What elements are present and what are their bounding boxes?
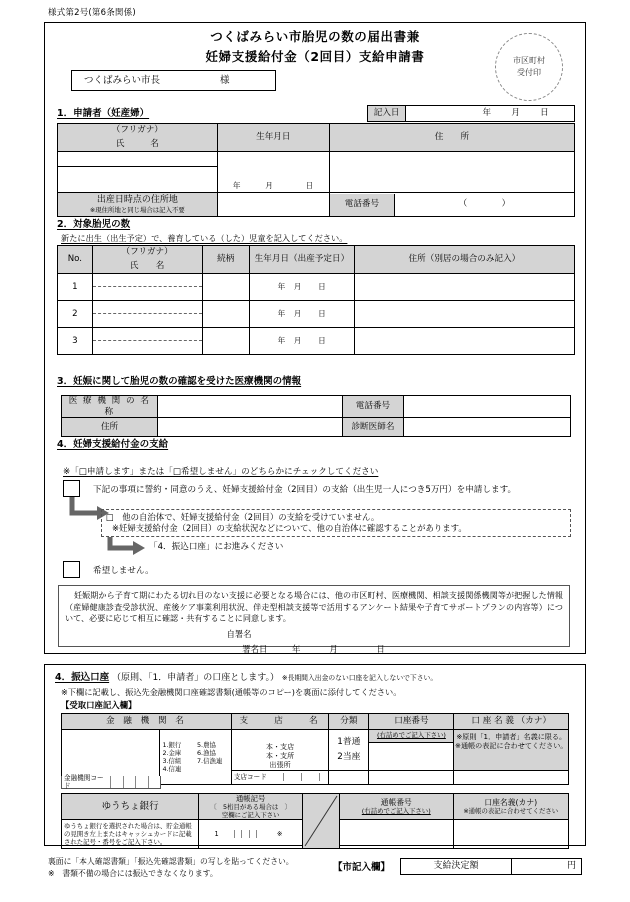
branch-kind-3: 出張所 <box>269 760 291 770</box>
footer-note1: 裏面に「本人確認書類」「振込先確認書類」の写しを貼ってください。 <box>48 857 294 866</box>
proceed-text: 「4．振込口座」にお進みください <box>149 542 284 552</box>
signature-date-row <box>65 643 563 655</box>
birthdate-input[interactable] <box>217 167 329 193</box>
yucho-symbol-label: 通帳記号 <box>235 794 266 803</box>
holder-notes-cell <box>454 730 569 771</box>
bank-col-institution: 金 融 機 関 名 <box>62 714 232 730</box>
account-no-note: (右詰めでご記入下さい) <box>376 731 446 740</box>
entry-date-value[interactable] <box>406 106 575 122</box>
flow-arrow-to-proceed <box>107 537 149 557</box>
seal-line1: 市区町村 <box>513 56 545 66</box>
birth-address-note: ※現住所地と同じ場合は記入不要 <box>89 206 185 215</box>
bank-col-holder: 口 座 名 義 （カナ） <box>454 714 569 730</box>
fetus-address-input-1[interactable] <box>354 274 574 301</box>
kind-4: 4.信連 <box>162 764 182 773</box>
pledge-box <box>101 509 571 537</box>
yucho-holder-input[interactable] <box>453 820 569 849</box>
yucho-holder-label: 口座名義(カナ) <box>484 797 538 807</box>
yucho-note: ゆうちょ銀行を選択された場合は、貯金通帳の見開き左上またはキャッシュカードに記載された記号・番号をご記入下さい。 <box>64 822 192 847</box>
city-use-label: 【市記入欄】 <box>333 862 391 873</box>
fetus-name-cell-3[interactable] <box>92 328 202 355</box>
birthdate-header: 生年月日 <box>217 124 329 152</box>
birth-address-input[interactable] <box>217 193 329 217</box>
account-no-note-cell <box>369 730 454 743</box>
yucho-number-label: 通帳番号 <box>380 797 412 807</box>
entry-date-ymd: 年 月 日 <box>482 108 550 119</box>
fetus-birthdate-input-3[interactable] <box>249 328 354 355</box>
name-header: 氏 名 <box>58 137 218 152</box>
pledge-line1[interactable]: □ 他の自治体で、妊婦支援給付金（2回目）の支給を受けていません。 <box>106 512 380 522</box>
attach-note: ※下欄に記載し、振込先金融機関口座確認書類(通帳等のコピー)を裏面に添付してください。 <box>61 687 402 697</box>
branch-kind-cell <box>231 742 328 770</box>
fetus-birthdate-input-1[interactable] <box>249 274 354 301</box>
entry-date-label[interactable]: 記入日 <box>368 106 406 122</box>
bank-form-box <box>44 664 586 846</box>
yucho-leading-digit: 1 <box>199 830 234 838</box>
account-type-1[interactable]: 1普通 <box>337 736 361 747</box>
addressee-box <box>71 70 276 91</box>
consent-box <box>58 585 570 655</box>
checkbox-apply[interactable] <box>63 480 80 497</box>
address-header: 住 所 <box>329 124 574 152</box>
bank-col-account-no <box>369 714 454 730</box>
fetus-name-cell-2[interactable] <box>92 301 202 328</box>
fetus-ymd-3: 年 月 日 <box>277 335 327 345</box>
fetus-name-cell-1[interactable] <box>92 274 202 301</box>
fetus-relation-input-2[interactable] <box>202 301 249 328</box>
self-signature-row <box>65 628 563 640</box>
checkbox-decline[interactable] <box>63 561 80 578</box>
yucho-holder-header <box>453 794 569 820</box>
yucho-number-note: (右詰めでご記入下さい) <box>361 807 431 816</box>
reception-seal-circle <box>495 33 563 101</box>
medical-name-input[interactable] <box>158 396 343 418</box>
birth-address-label-cell <box>58 193 218 217</box>
medical-table <box>61 395 571 437</box>
decision-amount-label: 支給決定額 <box>401 859 512 875</box>
yucho-name: ゆうちょ銀行 <box>62 794 199 820</box>
yucho-diagonal-cell <box>303 794 340 849</box>
account-type-cell[interactable] <box>329 730 369 771</box>
kind-2: 2.金庫 <box>162 748 182 757</box>
medical-phone-label: 電話番号 <box>343 396 403 418</box>
medical-address-label: 住所 <box>62 418 158 437</box>
fetus-name-input-3[interactable] <box>93 341 202 354</box>
section5-heading: 4．振込口座 <box>55 672 110 683</box>
yucho-symbol-header <box>199 794 303 820</box>
bank-col-branch: 支 店 名 <box>231 714 328 730</box>
section5-heading-row <box>55 672 437 684</box>
yucho-table <box>61 793 569 849</box>
medical-doctor-label: 診断医師名 <box>343 418 403 437</box>
branch-code-label: 支店コード <box>232 773 284 781</box>
fetus-birthdate-input-2[interactable] <box>249 301 354 328</box>
branch-kind-2: 本・支所 <box>265 751 295 761</box>
institution-kinds-list <box>162 741 228 773</box>
yucho-number-header <box>340 794 453 820</box>
fetus-furigana-input-1[interactable] <box>93 274 202 287</box>
panel-label: 【受取口座記入欄】 <box>61 700 137 710</box>
entry-date-table <box>367 105 575 122</box>
yucho-holder-note: ※通帳の表記に合わせてください <box>463 807 559 816</box>
yucho-number-boxes[interactable] <box>340 820 453 849</box>
holder-note1: ※原則「1．申請者」名義に限る。 <box>456 732 567 741</box>
footer-notes <box>48 856 294 879</box>
kind-6: 6.漁協 <box>196 748 216 757</box>
fetus-address-input-2[interactable] <box>354 301 574 328</box>
holder-name-input[interactable] <box>454 770 569 784</box>
fetus-ymd-1: 年 月 日 <box>277 281 327 291</box>
signature-date-label: 署名日 <box>242 644 268 655</box>
main-form-box <box>44 22 586 654</box>
phone-cell <box>329 193 574 217</box>
branch-kind-1: 本・支店 <box>265 742 295 751</box>
holder-note2: ※通帳の表記に合わせてください。 <box>455 741 568 751</box>
section5-heading-note: （原則、「1．申請者」の口座とします。） <box>112 673 280 683</box>
bank-col-type: 分類 <box>329 714 369 730</box>
kind-5: 5.農協 <box>196 740 216 749</box>
fetus-col-relation: 続柄 <box>202 246 249 274</box>
applicant-table <box>57 123 575 217</box>
fetus-table <box>57 245 575 355</box>
fetus-row-num-3: 3 <box>58 328 93 355</box>
kind-1: 1.銀行 <box>162 740 182 749</box>
branch-name-input[interactable] <box>231 730 328 743</box>
fetus-col-furigana: （フリガナ） <box>92 246 202 260</box>
form-title-line1: つくばみらい市胎児の数の届出書兼 <box>210 29 420 44</box>
phone-label: 電話番号 <box>330 194 395 216</box>
fetus-relation-input-3[interactable] <box>202 328 249 355</box>
fetus-furigana-input-2[interactable] <box>93 301 202 314</box>
section3-heading: 3．妊娠に関して胎児の数の確認を受けた医療機関の情報 <box>57 376 302 387</box>
fetus-name-input-2[interactable] <box>93 314 202 327</box>
fetus-address-input-3[interactable] <box>354 328 574 355</box>
addressee-name: つくばみらい市長 <box>84 74 161 86</box>
form-number: 様式第2号(第6条関係) <box>48 8 136 18</box>
addressee-honorific: 様 <box>220 74 230 86</box>
signature-date-ymd: 年 月 日 <box>292 644 386 655</box>
section5-heading-note-small: ※長期間入出金のない口座を記入しないで下さい。 <box>281 674 438 682</box>
address-input[interactable] <box>329 152 574 193</box>
yucho-symbol-boxes[interactable] <box>199 820 303 849</box>
yucho-mark: ※ <box>276 830 283 839</box>
fetus-furigana-input-3[interactable] <box>93 328 202 341</box>
bank-account-table <box>61 713 569 785</box>
section2-heading: 2．対象胎児の数 <box>57 219 131 230</box>
fetus-relation-input-1[interactable] <box>202 274 249 301</box>
institution-code-label: 金融機関コード <box>64 773 104 790</box>
branch-code-row[interactable] <box>231 770 328 784</box>
section1-heading: 1．申請者（妊産婦） <box>57 108 150 119</box>
fetus-ymd-2: 年 月 日 <box>277 308 327 318</box>
medical-address-input[interactable] <box>158 418 343 437</box>
medical-name-label: 医 療 機 関 の 名 称 <box>62 396 158 418</box>
form-title-line2: 妊婦支援給付金（2回目）支給申請書 <box>205 49 425 64</box>
account-no-spacer <box>369 770 454 784</box>
fetus-col-no: No. <box>58 246 93 274</box>
consent-text: 妊娠期から子育て期にわたる切れ目のない支援に必要となる場合には、他の市区町村、医療機関、相談支援関係機関等が把握した情報（産婦健康診査受診状況、産後ケア事業利用状況、伴走型相談支援等で活用するアンケート結果や子育てサポートプランの内容等）について、必要に応じて相互に確認・共有することに同意します。 <box>65 590 563 624</box>
furigana-header: （フリガナ） <box>58 124 218 138</box>
section4-instruction: ※「□申請します」または「□希望しません」のどちらかにチェックしてください <box>63 467 379 477</box>
yucho-note-cell <box>62 820 199 849</box>
phone-input[interactable]: （ ） <box>458 199 511 210</box>
name-input[interactable] <box>58 167 218 193</box>
yucho-symbol-note: 〔 5桁目がある場合は 〕 <box>210 803 292 812</box>
currency-unit: 円 <box>566 860 576 871</box>
decline-text: 希望しません。 <box>93 566 154 576</box>
kind-3: 3.信組 <box>162 756 182 765</box>
medical-doctor-input[interactable] <box>403 418 570 437</box>
seal-line2: 受付印 <box>517 68 541 77</box>
pledge-line2: ※妊婦支援給付金（2回目）の支給状況などについて、他の自治体に確認することがあります。 <box>112 522 467 533</box>
medical-phone-input[interactable] <box>403 396 570 418</box>
account-type-spacer <box>329 770 369 784</box>
fetus-name-input-1[interactable] <box>93 287 202 300</box>
birthdate-input-top[interactable] <box>217 152 329 167</box>
institution-kinds-cell <box>160 730 231 785</box>
self-signature-label: 自署名 <box>226 629 252 640</box>
fetus-row-num-1: 1 <box>58 274 93 301</box>
kind-7: 7.信漁連 <box>196 756 223 765</box>
section2-instruction: 新たに出生（出生予定）で、養育している（した）児童を記入してください。 <box>61 233 348 243</box>
account-no-boxes[interactable] <box>369 742 454 770</box>
decision-amount-input[interactable] <box>512 859 582 875</box>
institution-code-row[interactable] <box>61 773 161 790</box>
fetus-col-address: 住所（別居の場合のみ記入） <box>354 246 574 274</box>
account-no-label: 口座番号 <box>394 716 429 727</box>
fetus-row-num-2: 2 <box>58 301 93 328</box>
fetus-col-name: 氏 名 <box>92 259 202 274</box>
birth-address-label: 出産日時点の住所地 <box>96 194 178 205</box>
section4-heading: 4．妊婦支援給付金の支給 <box>57 439 169 450</box>
footer-note2: ※ 書類不備の場合には振込できなくなります。 <box>48 868 218 878</box>
yucho-symbol-note2: 空欄にご記入下さい <box>221 811 280 820</box>
account-type-2[interactable]: 2当座 <box>337 751 361 762</box>
apply-text: 下記の事項に誓約・同意のうえ、妊婦支援給付金（2回目）の支給（出生児一人につき5万円）を申請します。 <box>93 485 517 495</box>
fetus-col-birthdate: 生年月日（出産予定日） <box>249 246 354 274</box>
decision-amount-table <box>400 858 582 875</box>
birthdate-ymd: 年 月 日 <box>232 180 314 190</box>
furigana-input[interactable] <box>58 152 218 167</box>
